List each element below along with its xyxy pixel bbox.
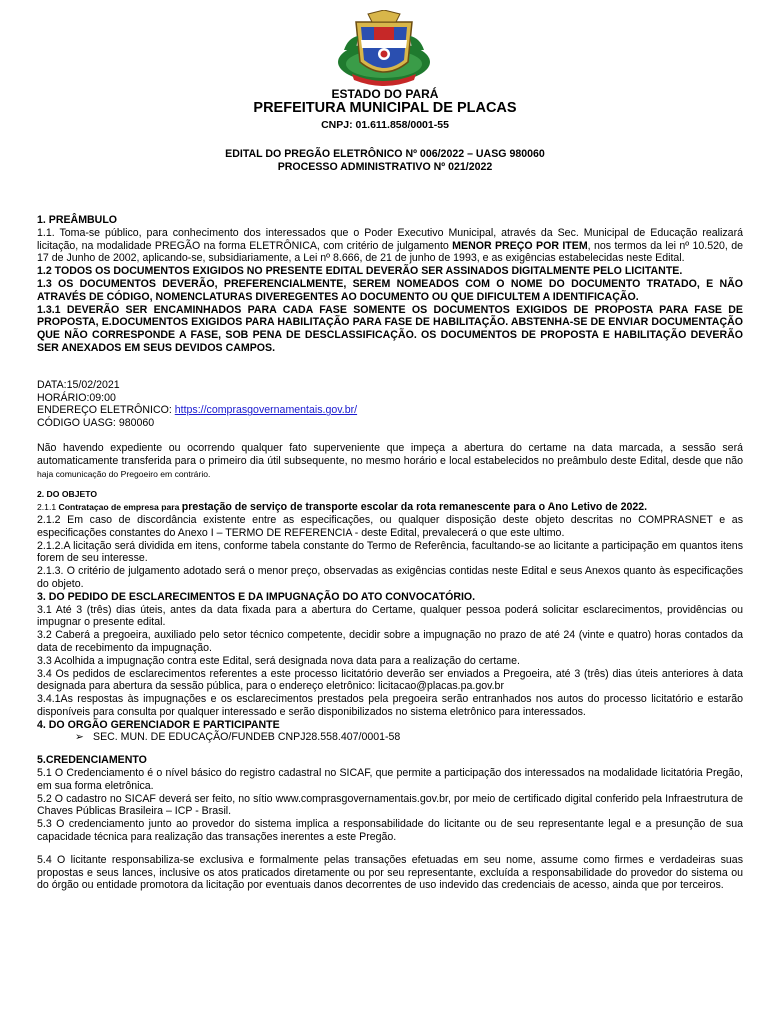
electronic-address — [37, 404, 743, 417]
paragraph-2-1-2: 2.1.2 Em caso de discordância existente entre as especificações, ou qualquer disposição deste objeto descritas no COMPRASNET e as especificações constantes do Anexo I – TERMO DE REFERENCIA - deste Edital, prevalecerá o que este ultimo. — [37, 513, 743, 539]
paragraph-5-2: 5.2 O cadastro no SICAF deverá ser feito, no sítio www.comprasgovernamentais.gov.br, por meio de certificado digital conferido pela Infraestrutura de Chaves Públicas Brasileira – ICP - Brasil. — [37, 792, 743, 818]
paragraph-2-1-1 — [37, 501, 743, 514]
paragraph-3-3: 3.3 Acolhida a impugnação contra este Edital, será designada nova data para a realização do certame. — [37, 654, 520, 667]
session-time: HORÁRIO:09:00 — [37, 391, 116, 404]
notice-text-small: haja comunicação do Pregoeiro em contrário. — [37, 468, 211, 479]
paragraph-3-4-1: 3.4.1As respostas às impugnações e os esclarecimentos prestados pela pregoeira serão entranhados nos autos do processo licitatório e estarão disponíveis para consulta por qualquer interessado e serão disponibilizados no sistema eletrônico para interessados. — [37, 693, 743, 718]
municipal-coat-of-arms-icon — [334, 10, 434, 88]
paragraph-1-2: 1.2 TODOS OS DOCUMENTOS EXIGIDOS NO PRESENTE EDITAL DEVERÃO SER ASSINADOS DIGITALMENTE PELO LICITANTE. — [37, 265, 683, 278]
section-title-orgao: 4. DO ORGÃO GERENCIADOR E PARTICIPANTE — [37, 718, 280, 731]
clause-number: 2.1.1 — [37, 502, 59, 513]
arrowhead-bullet-icon: ➢ — [75, 731, 84, 744]
paragraph-2-1-2-a: 2.1.2.A licitação será dividida em itens, conforme tabela constante do Termo de Referência, facultando-se ao licitante a participação em quantos itens forem de seu interesse. — [37, 539, 743, 565]
list-item — [37, 731, 743, 744]
object-description: prestação de serviço de transporte escolar da rota remanescente para o Ano Letivo de 2022. — [181, 501, 648, 514]
section-title-credenciamento: 5.CREDENCIAMENTO — [37, 754, 147, 767]
section-title-pedido: 3. DO PEDIDO DE ESCLARECIMENTOS E DA IMPUGNAÇÃO DO ATO CONVOCATÓRIO. — [37, 590, 476, 603]
state-name: ESTADO DO PARÁ — [331, 87, 439, 101]
paragraph-5-1: 5.1 O Credenciamento é o nível básico do registro cadastral no SICAF, que permite a participação dos interessados na modalidade licitatória Pregão, em sua forma eletrônica. — [37, 767, 743, 792]
document-body — [37, 214, 743, 892]
paragraph-1-3: 1.3 OS DOCUMENTOS DEVERÃO, PREFERENCIALMENTE, SEREM NOMEADOS COM O NOME DO DOCUMENTO TRATADO, E NÃO ATRAVÉS DE CÓDIGO, NOMENCLATURAS DIVEREGENTES AO DOCUMENTO OU QUE DIFICULTEM A IDENTIFICAÇÃO. — [37, 277, 743, 303]
section-title-preambulo: 1. PREÂMBULO — [37, 214, 118, 226]
compras-link[interactable]: https://comprasgovernamentais.gov.br/ — [174, 404, 358, 417]
paragraph-text: 1.1. Toma-se público, para conhecimento dos interessados que o Poder Executivo Municipal, através da Sec. Municipal de Educação realizará licitação, na modalidade PREGÃO na forma ELETRÔNICA, com critério de julgamento — [37, 226, 743, 252]
paragraph-3-2: 3.2 Caberá a pregoeira, auxiliado pelo setor técnico competente, decidir sobre a impugnação no prazo de até 24 (vinte e quatro) horas contados da data de recebimento da impugnação. — [37, 629, 743, 654]
notice-text: Não havendo expediente ou ocorrendo qualquer fato superveniente que impeça a abertura do certame na data marcada, a sessão será automaticamente transferida para o primeiro dia útil subsequente, no mesmo horário e local estabelecidos no preâmbulo deste Edital, desde que não — [37, 441, 743, 467]
paragraph-2-1-3: 2.1.3. O critério de julgamento adotado será o menor preço, observadas as exigências contidas neste Edital e seus Anexos quanto às especificações do objeto. — [37, 565, 743, 590]
address-label: ENDEREÇO ELETRÔNICO: — [37, 404, 175, 417]
prefecture-name: PREFEITURA MUNICIPAL DE PLACAS — [253, 100, 517, 116]
uasg-code: CÓDIGO UASG: 980060 — [37, 417, 155, 430]
section-title-objeto: 2. DO OBJETO — [37, 489, 98, 500]
edital-title: EDITAL DO PREGÃO ELETRÔNICO Nº 006/2022 – UASG 980060 — [225, 148, 545, 160]
paragraph-5-4: 5.4 O licitante responsabiliza-se exclusiva e formalmente pelas transações efetuadas em seu nome, assume como firmes e verdadeiras suas propostas e seus lances, inclusive os atos praticados diretamente ou por seu representante, excluída a responsabilidade do provedor do sistema ou do órgão ou entidade promotora da licitação por eventuais danos decorrentes de uso indevido das credenciais de acesso, ainda que por terceiros. — [37, 853, 743, 892]
orgao-item-text: SEC. MUN. DE EDUCAÇÃO/FUNDEB CNPJ28.558.407/0001-58 — [93, 731, 401, 744]
processo-title: PROCESSO ADMINISTRATIVO Nº 021/2022 — [277, 161, 493, 173]
cnpj-label: CNPJ: 01.611.858/0001-55 — [321, 119, 449, 131]
paragraph-5-3: 5.3 O credenciamento junto ao provedor do sistema implica a responsabilidade do licitante ou de seu representante legal e a presunção de sua capacidade técnica para realização das transações inerentes a este Pregão. — [37, 818, 743, 844]
criterion-bold: MENOR PREÇO POR ITEM — [452, 239, 588, 252]
clause-lead: Contrataçao de empresa para — [58, 502, 182, 513]
session-date: DATA:15/02/2021 — [37, 378, 120, 391]
postponement-notice — [37, 442, 743, 480]
paragraph-3-4: 3.4 Os pedidos de esclarecimentos referentes a este processo licitatório deverão ser enviados a Pregoeira, até 3 (três) dias úteis anteriores à data designada para abertura da sessão pública, para o endereço eletrônico: licitacao@placas.pa.gov.br — [37, 667, 743, 693]
paragraph-1-1 — [37, 227, 743, 265]
paragraph-1-3-1: 1.3.1 DEVERÃO SER ENCAMINHADOS PARA CADA FASE SOMENTE OS DOCUMENTOS EXIGIDOS DE PROPOSTA PARA FASE DE PROPOSTA, E.DOCUMENTOS EXIGIDOS PARA HABILITAÇÃO PARA FASE DE HABILITAÇÃO. ABSTENHA-SE DE ENVIAR DOCUMENTAÇÃO QUE NÃO CORRESPONDE A FASE, SOB PENA DE DESCLASSIFICAÇÃO. OS DOCUMENTOS DE PROPOSTA E HABILITAÇÃO DEVERÃO SER ANEXADOS EM SEUS DEVIDOS CAMPOS. — [37, 303, 743, 354]
paragraph-3-1: 3.1 Até 3 (três) dias úteis, antes da data fixada para a abertura do Certame, qualquer pessoa poderá solicitar esclarecimentos, providências ou impugnar o presente edital. — [37, 603, 743, 629]
paragraph-text: , nos termos da lei nº 10.520, de 17 de Junho de 2002, aplicando-se, subsidiariamente, a Lei nº 8.666, de 21 de junho de 1993, e as exigências estabelecidas neste Edital. — [37, 239, 743, 265]
